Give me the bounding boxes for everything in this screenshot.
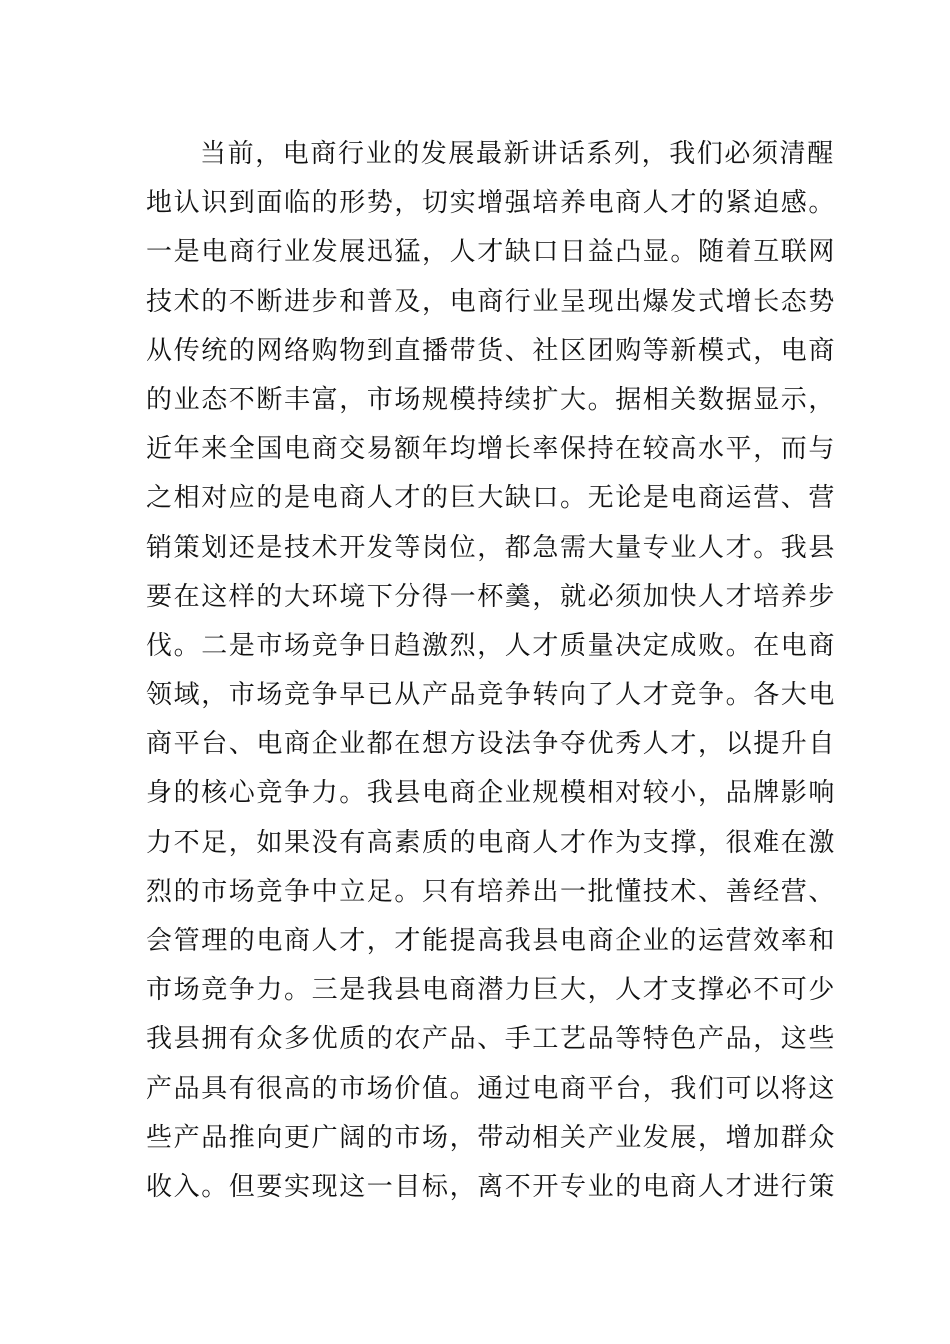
text-line: 烈的市场竞争中立足。只有培养出一批懂技术、善经营、 bbox=[146, 876, 837, 907]
text-line: 当前，电商行业的发展最新讲话系列，我们必须清醒 bbox=[200, 139, 835, 169]
text-line: 一是电商行业发展迅猛，人才缺口日益凸显。随着互联网 bbox=[146, 237, 837, 268]
body-text bbox=[146, 130, 837, 1212]
text-line: 从传统的网络购物到直播带货、社区团购等新模式，电商 bbox=[146, 335, 837, 366]
text-line: 要在这样的大环境下分得一杯羹，就必须加快人才培养步 bbox=[146, 581, 837, 612]
text-line: 之相对应的是电商人才的巨大缺口。无论是电商运营、营 bbox=[146, 483, 837, 514]
text-line: 力不足，如果没有高素质的电商人才作为支撑，很难在激 bbox=[146, 827, 837, 858]
text-line: 的业态不断丰富，市场规模持续扩大。据相关数据显示， bbox=[146, 384, 837, 415]
text-line: 收入。但要实现这一目标，离不开专业的电商人才进行策 bbox=[146, 1171, 837, 1202]
text-line: 些产品推向更广阔的市场，带动相关产业发展，增加群众 bbox=[146, 1122, 837, 1153]
text-line: 产品具有很高的市场价值。通过电商平台，我们可以将这 bbox=[146, 1073, 837, 1104]
text-line: 领域，市场竞争早已从产品竞争转向了人才竞争。各大电 bbox=[146, 680, 837, 711]
text-line: 身的核心竞争力。我县电商企业规模相对较小，品牌影响 bbox=[146, 778, 837, 809]
text-line: 会管理的电商人才，才能提高我县电商企业的运营效率和 bbox=[146, 926, 837, 956]
text-line: 销策划还是技术开发等岗位，都急需大量专业人才。我县 bbox=[146, 532, 837, 563]
text-line: 市场竞争力。三是我县电商潜力巨大，人才支撑必不可少 bbox=[146, 975, 837, 1006]
text-line: 我县拥有众多优质的农产品、手工艺品等特色产品，这些 bbox=[146, 1024, 837, 1055]
text-line: 伐。二是市场竞争日趋激烈，人才质量决定成败。在电商 bbox=[146, 630, 837, 661]
text-line: 地认识到面临的形势，切实增强培养电商人才的紧迫感。 bbox=[146, 188, 837, 219]
text-line: 近年来全国电商交易额年均增长率保持在较高水平，而与 bbox=[146, 434, 837, 465]
text-line: 商平台、电商企业都在想方设法争夺优秀人才，以提升自 bbox=[146, 729, 837, 760]
text-line: 技术的不断进步和普及，电商行业呈现出爆发式增长态势 bbox=[146, 286, 837, 317]
